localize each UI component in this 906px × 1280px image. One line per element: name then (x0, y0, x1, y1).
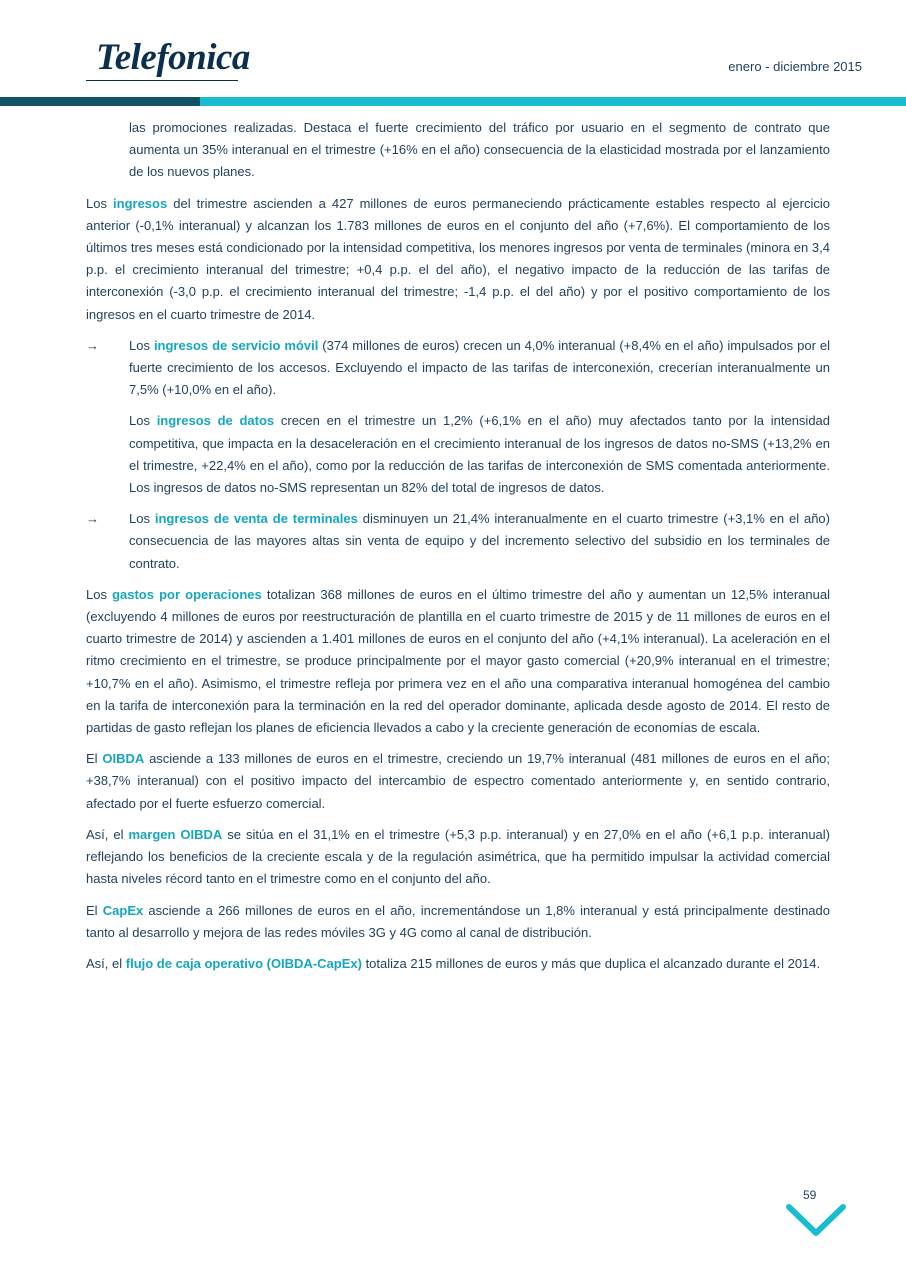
page-number: 59 (803, 1188, 817, 1202)
paragraph-flujo-caja: Así, el flujo de caja operativo (OIBDA-CapEx) totaliza 215 millones de euros y más que duplica el alcanzado durante el 2014. (86, 955, 821, 971)
bullet-ingresos-venta-terminales: → Los ingresos de venta de terminales disminuyen un 21,4% interanualmente en el cuarto trimestre (+3,1% en el año) consecuencia de las mayores altas sin venta de equipo y del incremento selectivo del subsidio en los terminales de contrato. (86, 508, 830, 575)
bullet-ingresos-servicio-movil: → Los ingresos de servicio móvil (374 millones de euros) crecen un 4,0% interanual (+8,4% en el año) impulsados por el fuerte crecimiento de los accesos. Excluyendo el impacto de las tarifas de interconexión, crecerían interanualmente un 7,5% (+10,0% en el año). (86, 335, 830, 402)
paragraph-oibda: El OIBDA asciende a 133 millones de euros en el trimestre, creciendo un 19,7% interanual (481 millones de euros en el año; +38,7% interanual) con el positivo impacto del intercambio de espectro comentado anteriormente y, en sentido contrario, afectado por el fuerte esfuerzo comercial. (86, 751, 831, 811)
header-bar-light (200, 97, 906, 106)
paragraph-ingresos: Los ingresos del trimestre ascienden a 427 millones de euros permaneciendo prácticamente estables respecto al ejercicio anterior (-0,1% interanual) y alcanzan los 1.783 millones de euros en el conjunto del año (+7,6%). El comportamiento de los últimos tres meses está condicionado por la intensidad competitiva, los menores ingresos por venta de terminales (minora en 3,4 p.p. el crecimiento interanual del trimestre; +0,4 p.p. el del año), el negativo impacto de la reducción de las tarifas de interconexión (-3,0 p.p. el crecimiento interanual del trimestre; -1,4 p.p. el del año) y por el positivo comportamiento de los ingresos en el cuarto trimestre de 2014. (86, 195, 830, 322)
highlight-oibda: OIBDA (102, 751, 145, 767)
chevron-down-icon[interactable] (785, 1203, 847, 1239)
highlight-ingresos: ingresos (113, 195, 168, 211)
highlight-margen-oibda: margen OIBDA (128, 826, 223, 842)
paragraph-capex: El CapEx asciende a 266 millones de euros en el año, incrementándose un 1,8% interanual y está principalmente destinado tanto al desarrollo y mejora de las redes móviles 3G y 4G como al canal de distribución. (86, 902, 830, 940)
highlight-ingresos-datos: ingresos de datos (156, 413, 275, 429)
highlight-ingresos-venta-terminales: ingresos de venta de terminales (154, 511, 358, 527)
highlight-gastos-operaciones: gastos por operaciones (112, 586, 262, 602)
highlight-ingresos-servicio-movil: ingresos de servicio móvil (153, 337, 319, 353)
header-bar-dark (0, 97, 200, 106)
highlight-capex: CapEx (102, 902, 144, 918)
highlight-flujo-caja: flujo de caja operativo (OIBDA-CapEx) (125, 955, 362, 971)
paragraph-ingresos-datos: Los ingresos de datos crecen en el trimestre un 1,2% (+6,1% en el año) muy afectados tanto por la intensidad competitiva, que impacta en la desaceleración en el crecimiento interanual de los ingresos de datos no-SMS (+13,2% en el trimestre, +22,4% en el año), como por la reducción de las tarifas de interconexión de SMS comentada anteriormente. Los ingresos de datos no-SMS representan un 82% del total de ingresos de datos. (129, 413, 831, 496)
paragraph-gastos: Los gastos por operaciones totalizan 368 millones de euros en el último trimestre del año y aumentan un 12,5% interanual (excluyendo 4 millones de euros por reestructuración de plantilla en el cuarto trimestre de 2015 y de 11 millones de euros en el cuarto trimestre de 2014) y ascienden a 1.401 millones de euros en el conjunto del año (+4,1% interanual). La aceleración en el ritmo crecimiento en el trimestre, se produce principalmente por el mayor gasto comercial (+20,9% interanual en el trimestre; +10,7% en el año). Asimismo, el trimestre refleja por primera vez en el año una comparativa interanual homogénea del cambio en la tarifa de interconexión para la terminación en la red del operador dominante, aplicada desde agosto de 2014. El resto de partidas de gasto reflejan los planes de eficiencia llevados a cabo y la creciente generación de economías de escala. (86, 586, 830, 736)
arrow-right-icon: → (86, 337, 99, 353)
paragraph-margen-oibda: Así, el margen OIBDA se sitúa en el 31,1% en el trimestre (+5,3 p.p. interanual) y en 27,0% en el año (+6,1 p.p. interanual) reflejando los beneficios de la creciente escala y de la regulación asimétrica, que ha permitido impulsar la actividad comercial hasta niveles récord tanto en el trimestre como en el conjunto del año. (86, 826, 831, 887)
report-period: enero - diciembre 2015 (728, 59, 862, 74)
document-body (86, 117, 830, 984)
telefonica-logo: Telefonica (96, 37, 250, 78)
logo-underline (86, 80, 238, 81)
paragraph-promociones: las promociones realizadas. Destaca el fuerte crecimiento del tráfico por usuario en el segmento de contrato que aumenta un 35% interanual en el trimestre (+16% en el año) consecuencia de la elasticidad mostrada por el lanzamiento de los nuevos planes. (129, 120, 830, 180)
arrow-right-icon: → (86, 511, 99, 527)
